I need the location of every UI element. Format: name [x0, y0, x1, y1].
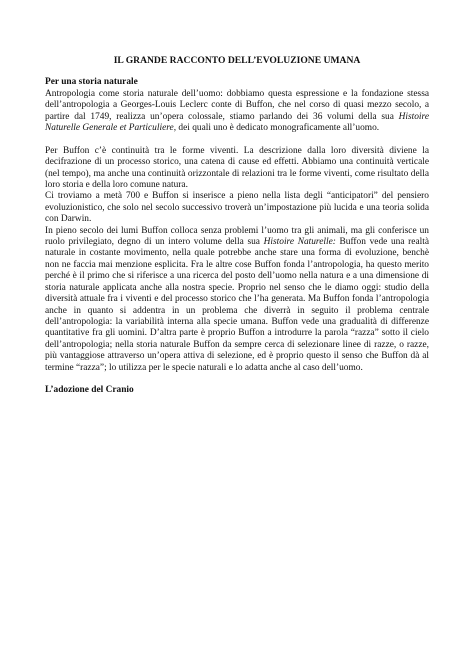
paragraph-2: Per Buffon c’è continuità tra le forme viventi. La descrizione dalla loro diversità diviene la decifrazione di un processo storico, una catena di cause ed effetti. Abbiamo una continuità verticale (nel tempo), ma anche una continuità orizzontale di relazioni tra le forme viventi, come risultato della loro storia e della loro comune natura.	[45, 145, 429, 191]
book-title-histoire-naturelle-generale: Histoire Naturelle Generale et Particuliere	[45, 111, 429, 134]
paragraph-4-text-b: Buffon vede una realtà naturale in costante movimento, nella quale potrebbe anche stare una forma di evoluzione, benchè non ne faccia mai menzione esplicita. Fra le altre cose Buffon fonda l’antropologia, ha questo merito perché è il primo che si riferisce a una ricerca del posto dell’uomo nella natura e a una dimensione di storia naturale applicata anche alla nostra specie. Proprio nel senso che le diamo oggi: studio della diversità attuale fra i viventi e del processo storico che l’ha generata. Ma Buffon fonda l’antropologia anche in quanto si addentra in un problema che diverrà in seguito il problema centrale dell’antropologia: la variabilità interna alla specie umana. Buffon vede una gradualità di differenze quantitative fra gli uomini. D’altra parte è proprio Buffon a introdurre la parola “razza” sotto il cielo dell’antropologia; nella storia naturale Buffon da sempre cerca di selezionare linee di razze, o razze, più vantaggiose attraverso un’opera attiva di selezione, ed è proprio questo il senso che Buffon dà al termine “razza”; lo utilizza per le specie naturali e lo adatta anche al caso dell’uomo.	[45, 237, 429, 373]
paragraph-3: Ci troviamo a metà 700 e Buffon si inserisce a pieno nella lista degli “anticipatori” del pensiero evoluzionistico, che solo nel secolo successivo troverà un’impostazione più lucida e una teoria solida con Darwin.	[45, 191, 429, 225]
paragraph-4	[45, 226, 429, 374]
paragraph-spacer	[45, 134, 429, 145]
section-heading-cranio: L’adozione del Cranio	[45, 385, 134, 396]
section-heading-storia-naturale: Per una storia naturale	[45, 77, 138, 88]
paragraph-1-text-b: , dei quali uno è dedicato monograficamente all’uomo.	[173, 123, 380, 134]
document-title: IL GRANDE RACCONTO DELL’EVOLUZIONE UMANA	[113, 55, 361, 66]
paragraph-1-text-a: Antropologia come storia naturale dell’uomo: dobbiamo questa espressione e la fondazione stessa dell’antropologia a Georges-Louis Leclerc conte di Buffon, che nel corso di quasi mezzo secolo, a partire dal 1749, realizza un’opera colossale, stiamo parlando dei 36 volumi della sua	[45, 88, 429, 122]
paragraph-spacer	[45, 374, 429, 385]
book-title-histoire-naturelle: Histoire Naturelle:	[263, 237, 336, 248]
paragraph-4-text-a: In pieno secolo dei lumi Buffon colloca senza problemi l’uomo tra gli animali, ma gli conferisce un ruolo privilegiato, degno di un intero volume della sua	[45, 225, 429, 248]
paragraph-1	[45, 89, 429, 135]
document-body	[45, 55, 429, 397]
